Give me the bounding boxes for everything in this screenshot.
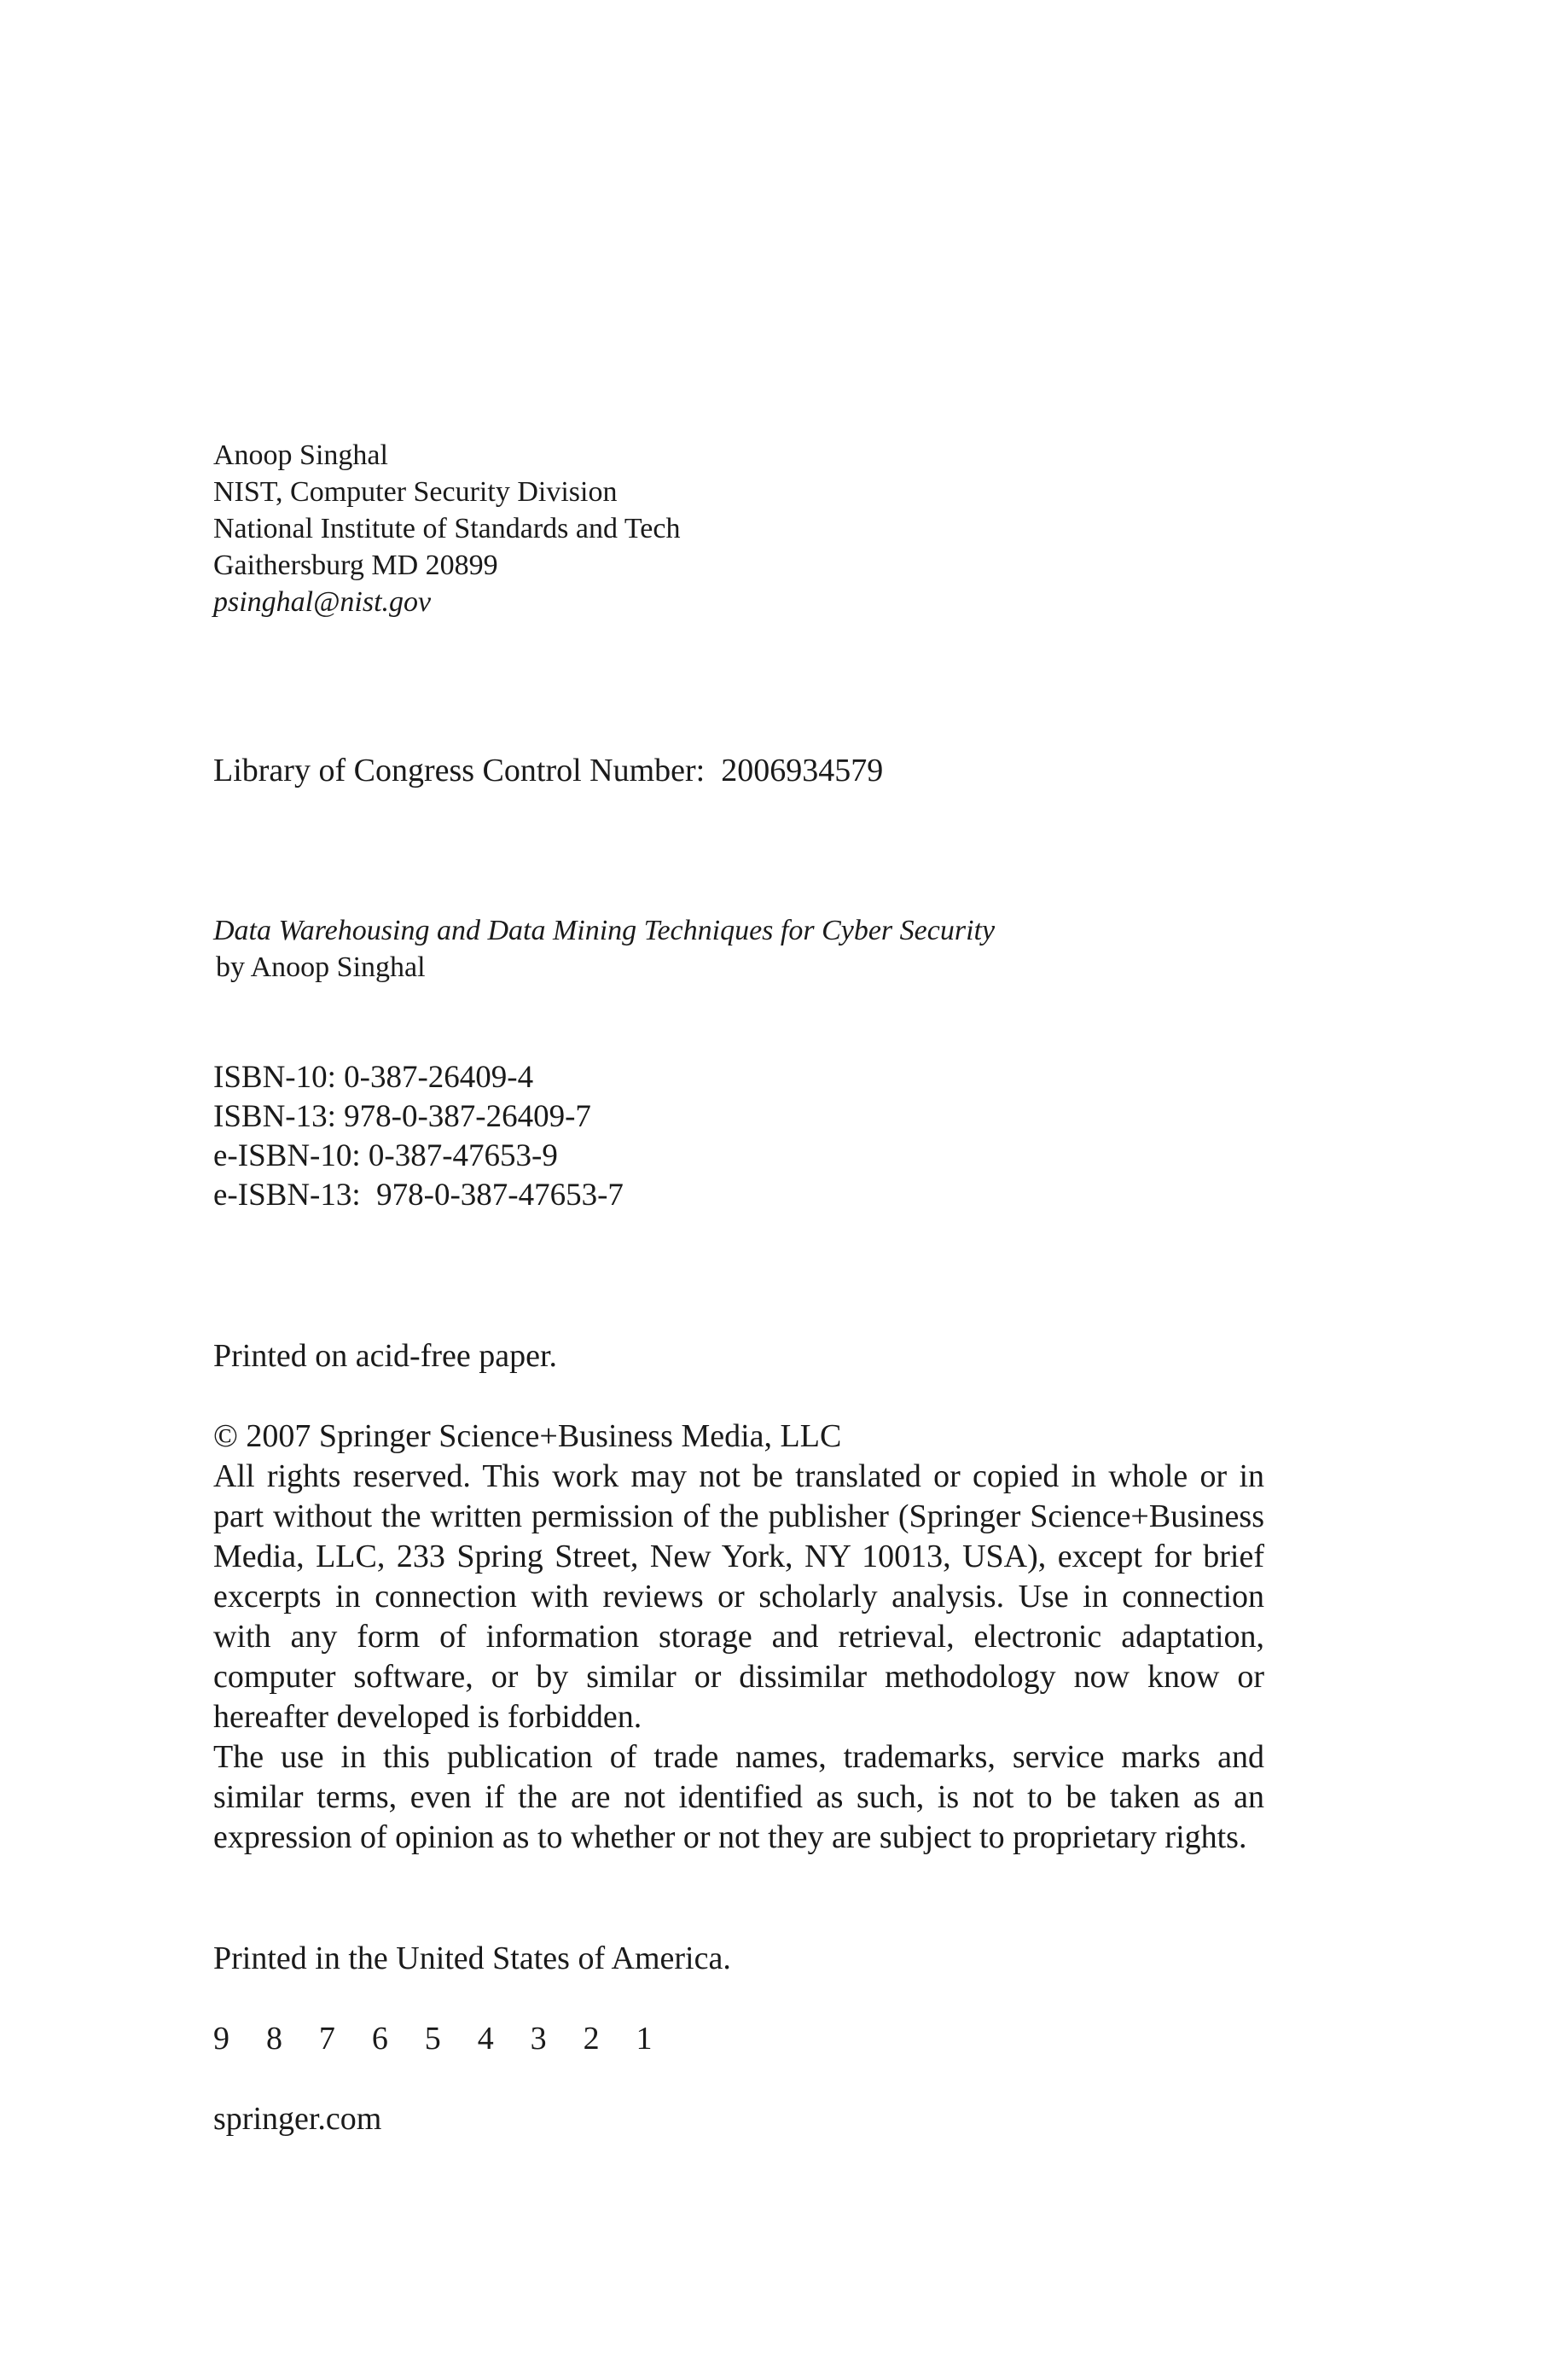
- paper-note: Printed on acid-free paper.: [213, 1338, 558, 1374]
- author-institute: National Institute of Standards and Tech: [213, 513, 681, 544]
- lccn-line: Library of Congress Control Number: 2006934579: [213, 753, 884, 788]
- author-email: psinghal@nist.gov: [213, 586, 432, 618]
- website-block: [213, 2099, 381, 2139]
- e-isbn-10: e-ISBN-10: 0-387-47653-9: [213, 1138, 558, 1173]
- author-division: NIST, Computer Security Division: [213, 476, 618, 508]
- trademark-paragraph: The use in this publication of trade names, trademarks, service marks and similar terms, even if the are not identified as such, is not to be taken as an expression of opinion as to whether or not they are subject to proprietary rights.: [213, 1739, 1264, 1855]
- e-isbn-13: e-ISBN-13: 978-0-387-47653-7: [213, 1178, 624, 1213]
- print-run-block: [213, 2019, 666, 2059]
- author-name: Anoop Singhal: [213, 439, 388, 471]
- printed-in: Printed in the United States of America.: [213, 1940, 731, 1976]
- printed-in-block: [213, 1939, 731, 1979]
- copyright-block: [213, 1417, 1264, 1858]
- author-address-block: [213, 437, 680, 620]
- isbn-block: [213, 1058, 624, 1215]
- isbn-13: ISBN-13: 978-0-387-26409-7: [213, 1099, 591, 1134]
- isbn-10: ISBN-10: 0-387-26409-4: [213, 1060, 534, 1095]
- book-title-block: [213, 912, 995, 986]
- print-run-number: 9 8 7 6 5 4 3 2 1: [213, 2021, 667, 2057]
- book-title: Data Warehousing and Data Mining Techniques for Cyber Security: [213, 915, 996, 946]
- copyright-line: © 2007 Springer Science+Business Media, LLC: [213, 1418, 842, 1454]
- author-city: Gaithersburg MD 20899: [213, 550, 498, 581]
- website-url: springer.com: [213, 2101, 382, 2137]
- paper-note-block: [213, 1336, 557, 1376]
- lccn-block: [213, 751, 883, 790]
- rights-paragraph: All rights reserved. This work may not be translated or copied in whole or in part without the written permission of the publisher (Springer Science+Business Media, LLC, 233 Spring Street, New York, NY 10013, USA), except for brief excerpts in connection with reviews or scholarly analysis. Use in connection with any form of information storage and retrieval, electronic adaptation, computer software, or by similar or dissimilar methodology now know or hereafter developed is forbidden.: [213, 1458, 1264, 1735]
- book-byline: by Anoop Singhal: [216, 951, 426, 983]
